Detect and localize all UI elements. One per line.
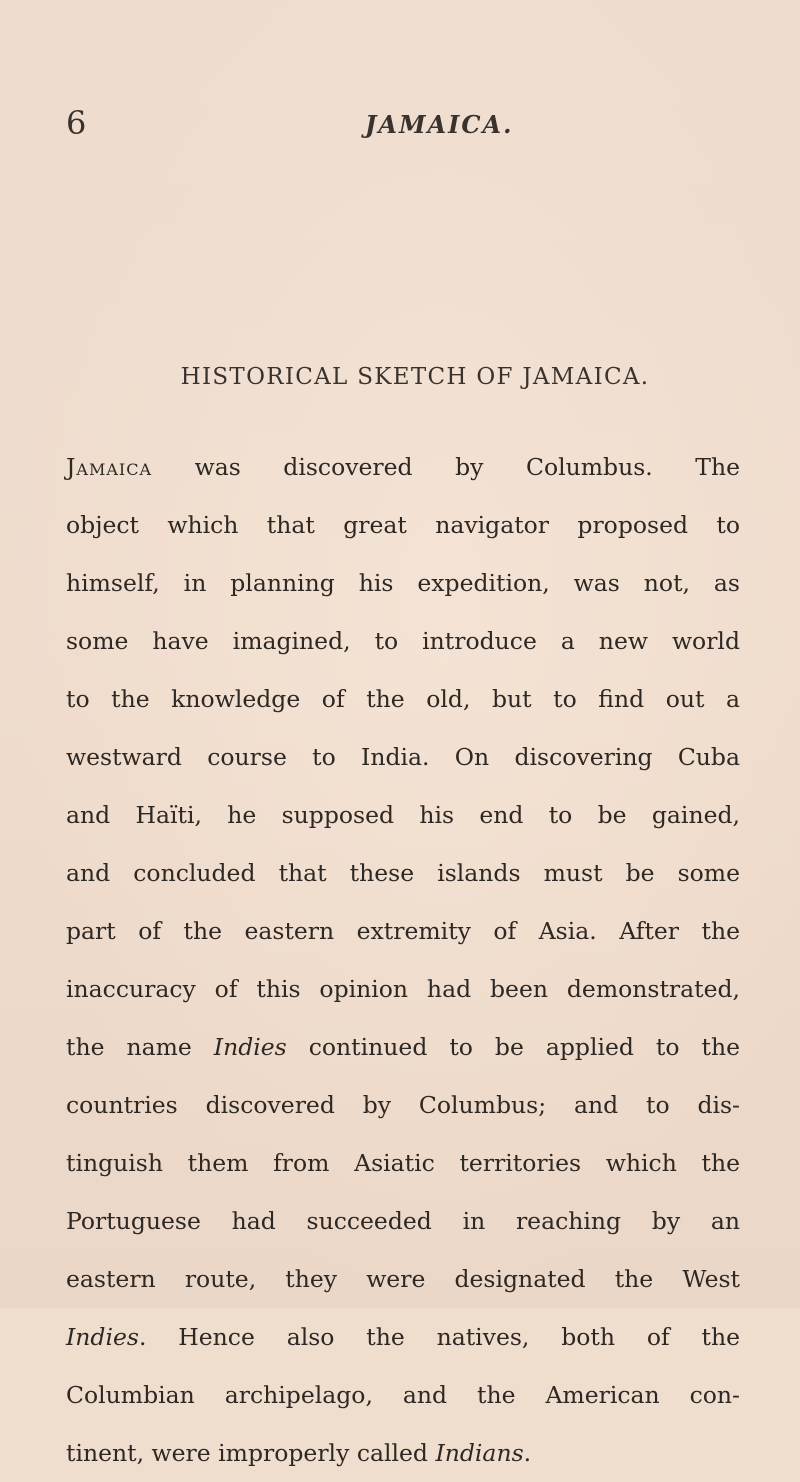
text-line: some have imagined, to introduce a new world bbox=[66, 627, 740, 655]
italic-word: Indies bbox=[66, 1323, 139, 1351]
page-number: 6 bbox=[66, 104, 87, 142]
italic-word: Indies bbox=[213, 1033, 287, 1061]
text-line: tinguish them from Asiatic territories which the bbox=[66, 1149, 740, 1177]
text-line: Portuguese had succeeded in reaching by an bbox=[66, 1207, 740, 1235]
text-line: Jamaica was discovered by Columbus. The bbox=[66, 453, 740, 481]
text-line: Columbian archipelago, and the American con- bbox=[66, 1381, 740, 1409]
text-line: westward course to India. On discovering Cuba bbox=[66, 743, 740, 771]
text-line: and Haïti, he supposed his end to be gained, bbox=[66, 801, 740, 829]
running-head bbox=[0, 103, 800, 143]
text-line: Indies. Hence also the natives, both of the bbox=[66, 1323, 740, 1351]
text-line: himself, in planning his expedition, was not, as bbox=[66, 569, 740, 597]
lead-word: Jamaica bbox=[66, 453, 153, 481]
text-line: eastern route, they were designated the West bbox=[66, 1265, 740, 1293]
text-line: part of the eastern extremity of Asia. After the bbox=[66, 917, 740, 945]
text-line: the name Indies continued to be applied to the bbox=[66, 1033, 740, 1061]
text-line: inaccuracy of this opinion had been demonstrated, bbox=[66, 975, 740, 1003]
italic-word: Indians bbox=[435, 1439, 524, 1467]
body-paragraph bbox=[66, 438, 740, 1482]
text-line: countries discovered by Columbus; and to dis- bbox=[66, 1091, 740, 1119]
section-heading: HISTORICAL SKETCH OF JAMAICA. bbox=[180, 364, 650, 390]
text-line: and concluded that these islands must be some bbox=[66, 859, 740, 887]
text-line: tinent, were improperly called Indians. bbox=[66, 1439, 532, 1467]
text-line: to the knowledge of the old, but to find out a bbox=[66, 685, 740, 713]
text-line: object which that great navigator proposed to bbox=[66, 511, 740, 539]
running-title: JAMAICA. bbox=[365, 110, 514, 139]
